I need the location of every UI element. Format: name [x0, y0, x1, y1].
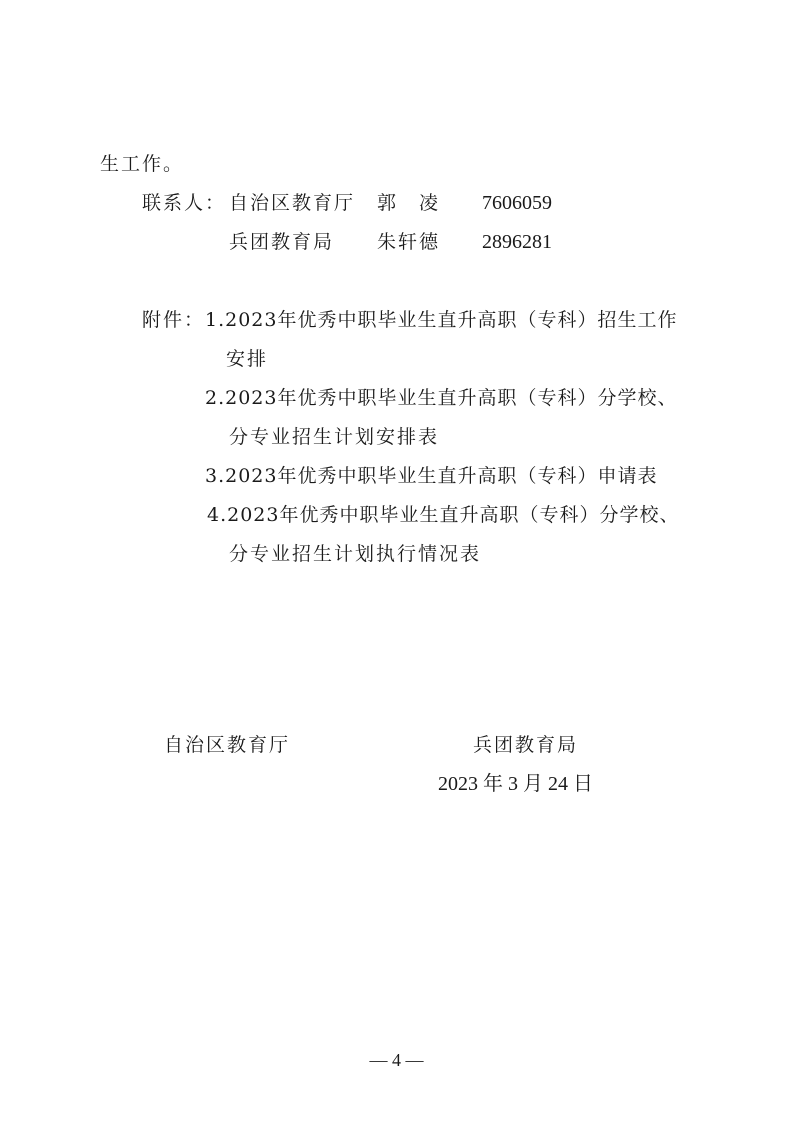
contact-row-1: [0, 191, 793, 215]
attachment-item-1-line1: 1.2023年优秀中职毕业生直升高职（专科）招生工作: [205, 309, 678, 331]
contact-row-2: [0, 230, 793, 254]
contact-person: 朱轩德: [377, 231, 441, 253]
attachment-item-3-line1: 3.2023年优秀中职毕业生直升高职（专科）申请表: [205, 465, 658, 487]
signature-date: 2023 年 3 月 24 日: [438, 773, 593, 795]
contact-phone: 7606059: [482, 192, 552, 214]
attachment-item-2-line2: 分专业招生计划安排表: [229, 426, 440, 448]
contacts-label: 联系人：: [142, 192, 227, 214]
attachment-item-4-line1: 4.2023年优秀中职毕业生直升高职（专科）分学校、: [207, 504, 680, 526]
contact-org: 自治区教育厅: [229, 192, 356, 214]
contact-person: 郭 凌: [377, 192, 441, 214]
attachment-item-1-line2: 安排: [226, 348, 269, 370]
attachment-item-4-line2: 分专业招生计划执行情况表: [229, 543, 482, 565]
attachments-label: 附件：: [142, 309, 206, 331]
body-continuation: 生工作。: [100, 153, 185, 175]
signature-org-left: 自治区教育厅: [164, 734, 291, 756]
attachment-item-2-line1: 2.2023年优秀中职毕业生直升高职（专科）分学校、: [205, 387, 678, 409]
signature-org-right: 兵团教育局: [473, 734, 579, 756]
contact-org: 兵团教育局: [229, 231, 335, 253]
page-number: — 4 —: [369, 1050, 424, 1070]
contact-phone: 2896281: [482, 231, 552, 253]
